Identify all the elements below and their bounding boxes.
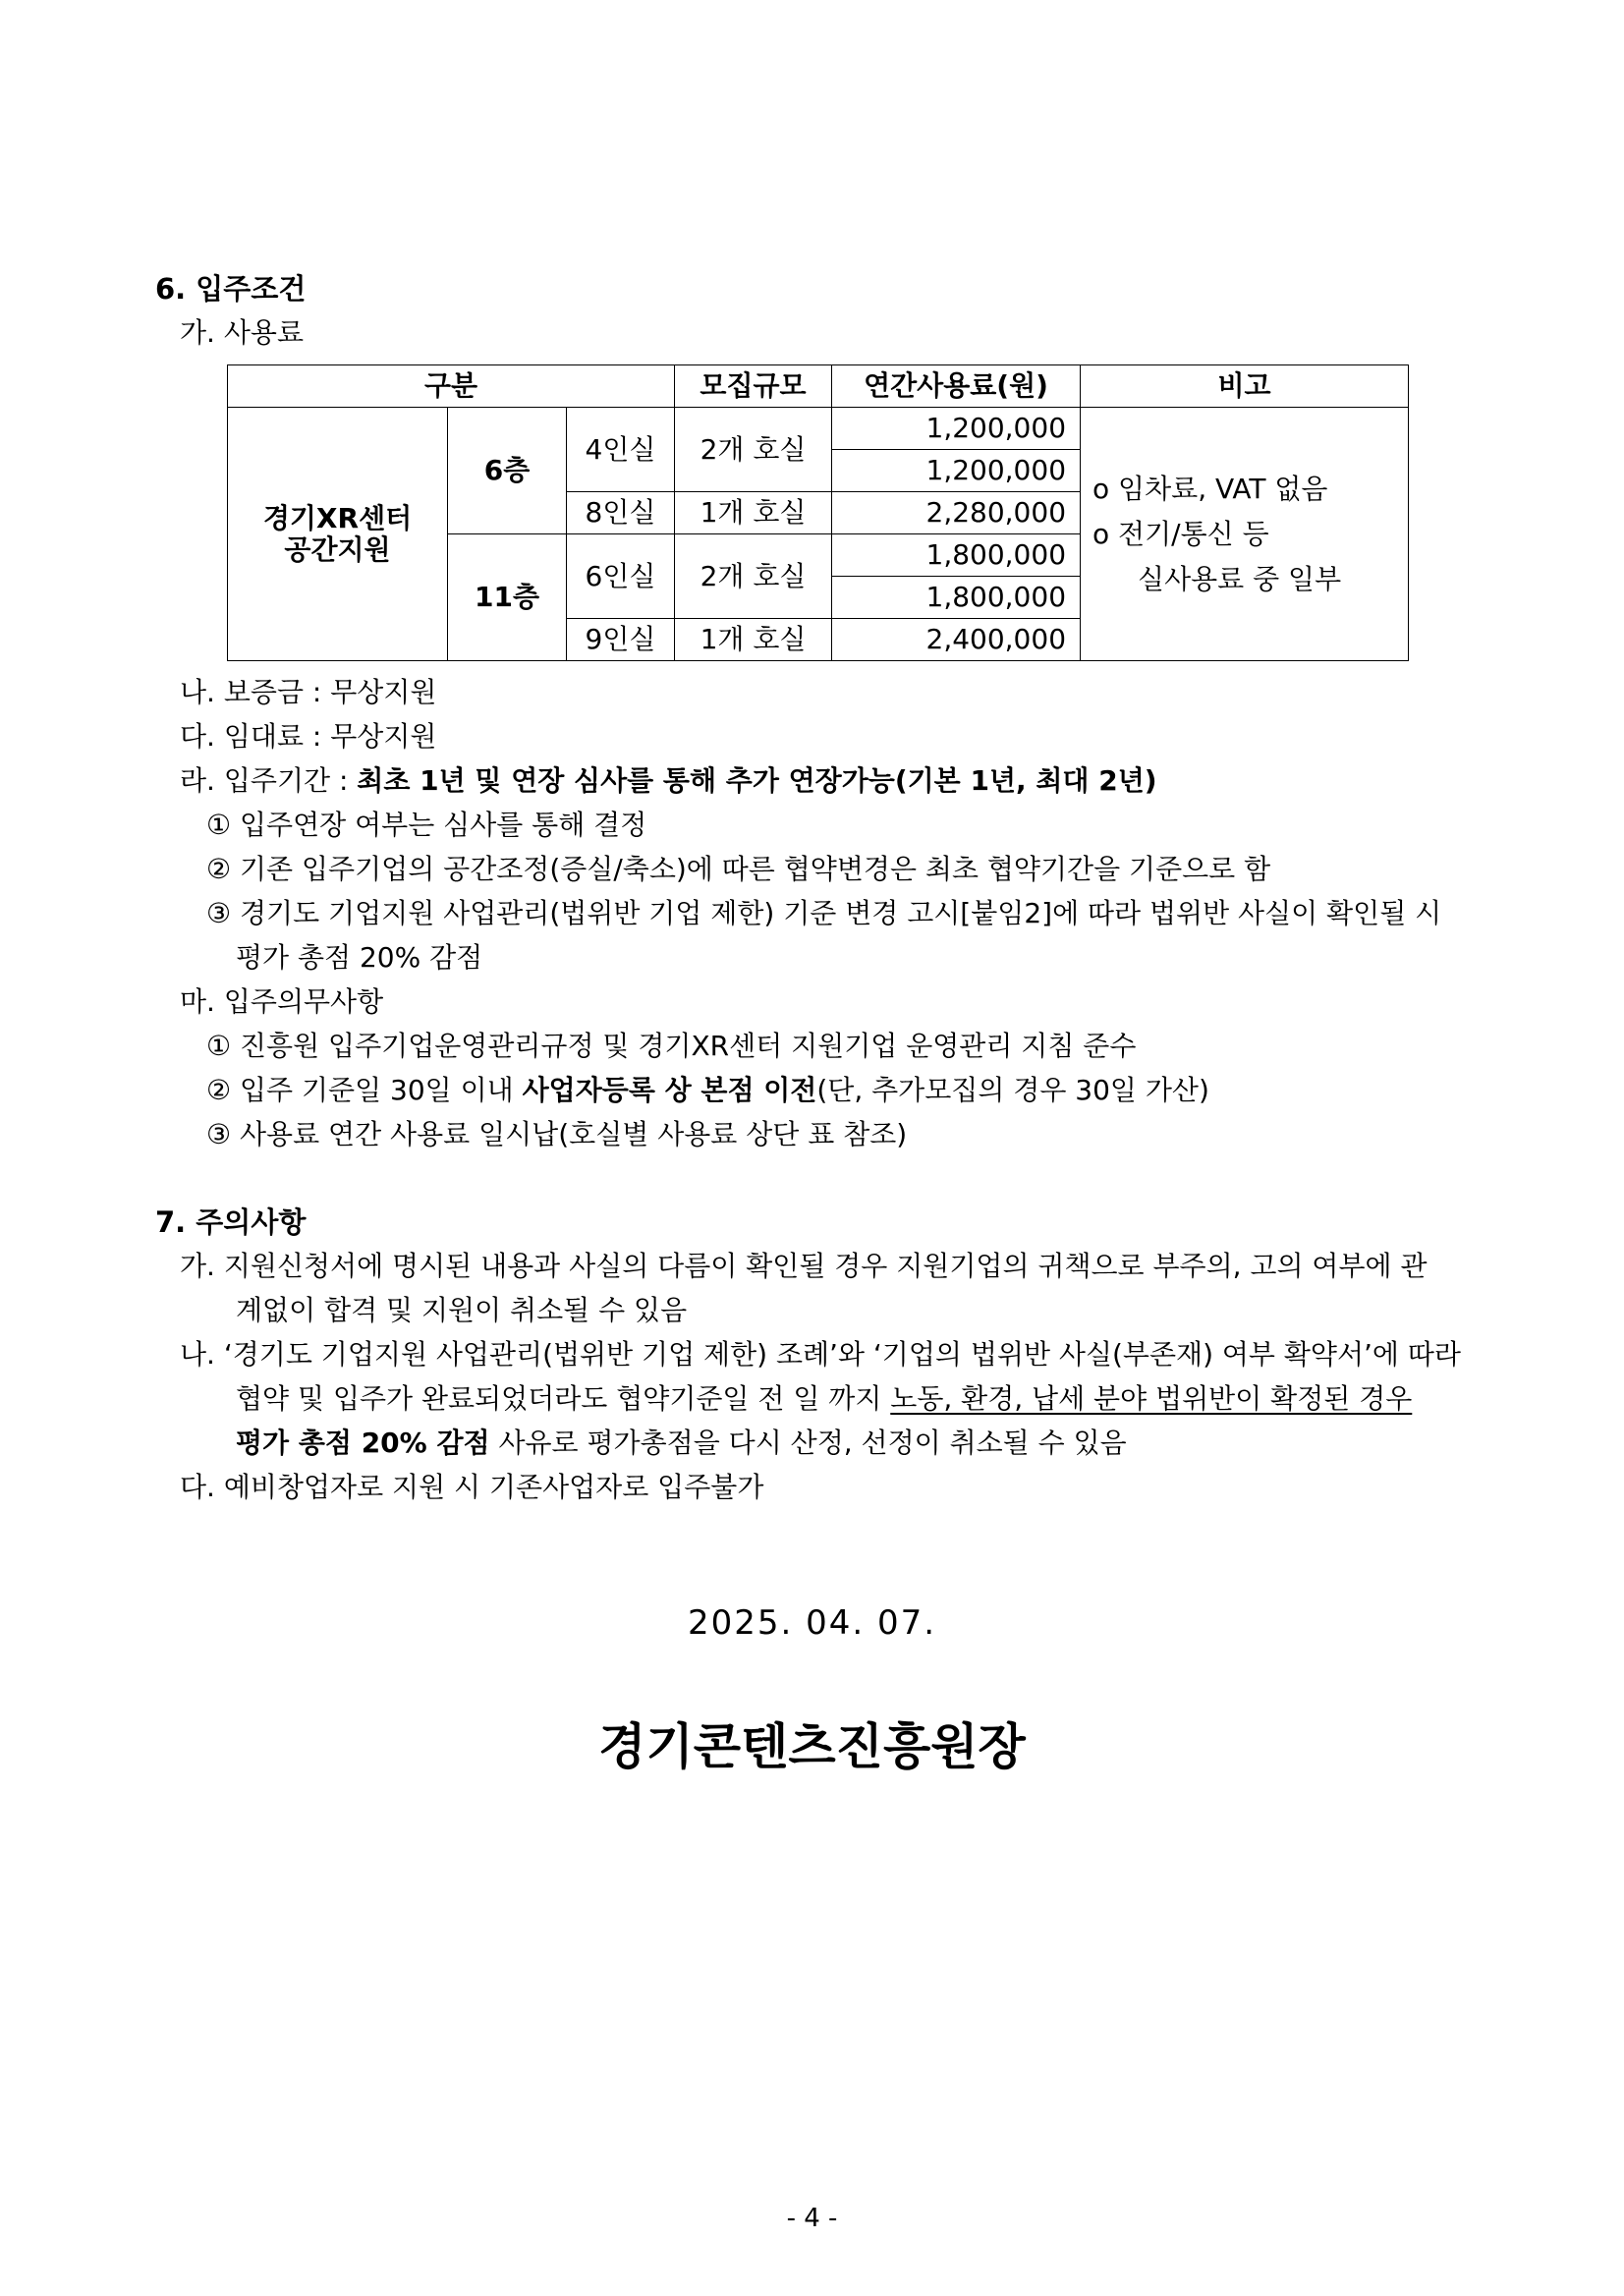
- section-7-title: 7. 주의사항: [155, 1205, 307, 1239]
- caution-na-line3-bold: 평가 총점 20% 감점: [236, 1427, 490, 1459]
- scale-cell: 2개 호실: [675, 408, 832, 492]
- center-name-cell: [228, 408, 448, 661]
- note-line: o 임차료, VAT 없음: [1092, 472, 1328, 505]
- center-name: 경기XR센터: [262, 501, 413, 534]
- fee-cell: 2,280,000: [832, 492, 1081, 534]
- period-item-3: ③ 경기도 기업지원 사업관리(법위반 기업 제한) 기준 변경 고시[붙임2]에 따라 법위반 사실이 확인될 시: [206, 897, 1442, 929]
- obligation-item-1: ① 진흥원 입주기업운영관리규정 및 경기XR센터 지원기업 운영관리 지침 준수: [206, 1030, 1137, 1062]
- room-cell: 9인실: [567, 619, 675, 661]
- room-cell: 6인실: [567, 534, 675, 619]
- room-cell: 8인실: [567, 492, 675, 534]
- fee-subheading: 가. 사용료: [180, 316, 304, 349]
- floor-6-cell: 6층: [448, 408, 567, 534]
- obligation-item-2-suffix: (단, 추가모집의 경우 30일 가산): [816, 1074, 1209, 1106]
- table-row: [228, 408, 1409, 450]
- caution-na-line3-suffix: 사유로 평가총점을 다시 산정, 선정이 취소될 수 있음: [489, 1427, 1127, 1459]
- header-fee: 연간사용료(원): [832, 365, 1081, 408]
- caution-ga-line2: 계없이 합격 및 지원이 취소될 수 있음: [236, 1294, 688, 1326]
- note-line: o 전기/통신 등: [1092, 517, 1269, 550]
- deposit-line: 나. 보증금 : 무상지원: [180, 676, 437, 708]
- fee-table: [227, 364, 1409, 661]
- period-item-1: ① 입주연장 여부는 심사를 통해 결정: [206, 809, 647, 841]
- period-item-2: ② 기존 입주기업의 공간조정(증실/축소)에 따른 협약변경은 최초 협약기간을 기준으로 함: [206, 853, 1271, 885]
- fee-cell: 1,200,000: [832, 450, 1081, 492]
- occupancy-period-value: 최초 1년 및 연장 심사를 통해 추가 연장가능(기본 1년, 최대 2년): [357, 764, 1157, 797]
- section-6-title: 6. 입주조건: [155, 272, 307, 306]
- table-header-row: [228, 365, 1409, 408]
- center-sub: 공간지원: [284, 532, 391, 566]
- caution-na-line2-underlined: 노동, 환경, 납세 분야 법위반이 확정된 경우: [890, 1382, 1413, 1415]
- header-scale: 모집규모: [675, 365, 832, 408]
- rent-line: 다. 임대료 : 무상지원: [180, 720, 437, 753]
- period-item-3-cont: 평가 총점 20% 감점: [236, 941, 483, 974]
- obligation-item-2-prefix: ② 입주 기준일 30일 이내: [206, 1074, 523, 1106]
- page-number: - 4 -: [786, 2204, 838, 2233]
- fee-cell: 2,400,000: [832, 619, 1081, 661]
- obligation-item-2: [206, 1069, 1209, 1112]
- caution-na-line2: [236, 1377, 1412, 1421]
- caution-na-line1: 나. ‘경기도 기업지원 사업관리(법위반 기업 제한) 조례’와 ‘기업의 법위반 사실(부존재) 여부 확약서’에 따라: [180, 1338, 1461, 1371]
- caution-na-line3: [236, 1422, 1127, 1465]
- caution-da: 다. 예비창업자로 지원 시 기존사업자로 입주불가: [180, 1471, 764, 1503]
- occupancy-period-label: 라. 입주기간 :: [180, 764, 358, 797]
- caution-ga-line1: 가. 지원신청서에 명시된 내용과 사실의 다름이 확인될 경우 지원기업의 귀책으로 부주의, 고의 여부에 관: [180, 1250, 1428, 1282]
- obligation-item-3: ③ 사용료 연간 사용료 일시납(호실별 사용료 상단 표 참조): [206, 1118, 908, 1150]
- scale-cell: 1개 호실: [675, 492, 832, 534]
- occupancy-period-line: [180, 759, 1157, 803]
- room-cell: 4인실: [567, 408, 675, 492]
- floor-11-cell: 11층: [448, 534, 567, 661]
- caution-na-line2-prefix: 협약 및 입주가 완료되었더라도 협약기준일 전 일 까지: [236, 1382, 891, 1415]
- scale-cell: 1개 호실: [675, 619, 832, 661]
- header-note: 비고: [1081, 365, 1409, 408]
- issuer-signature: 경기콘텐츠진흥원장: [598, 1718, 1026, 1775]
- fee-cell: 1,200,000: [832, 408, 1081, 450]
- fee-cell: 1,800,000: [832, 534, 1081, 577]
- fee-cell: 1,800,000: [832, 577, 1081, 619]
- note-line: 실사용료 중 일부: [1138, 562, 1342, 595]
- document-date: 2025. 04. 07.: [687, 1603, 937, 1643]
- obligations-heading: 마. 입주의무사항: [180, 985, 384, 1018]
- header-category: 구분: [228, 365, 675, 408]
- scale-cell: 2개 호실: [675, 534, 832, 619]
- obligation-item-2-bold: 사업자등록 상 본점 이전: [522, 1074, 817, 1106]
- note-cell: [1081, 408, 1409, 661]
